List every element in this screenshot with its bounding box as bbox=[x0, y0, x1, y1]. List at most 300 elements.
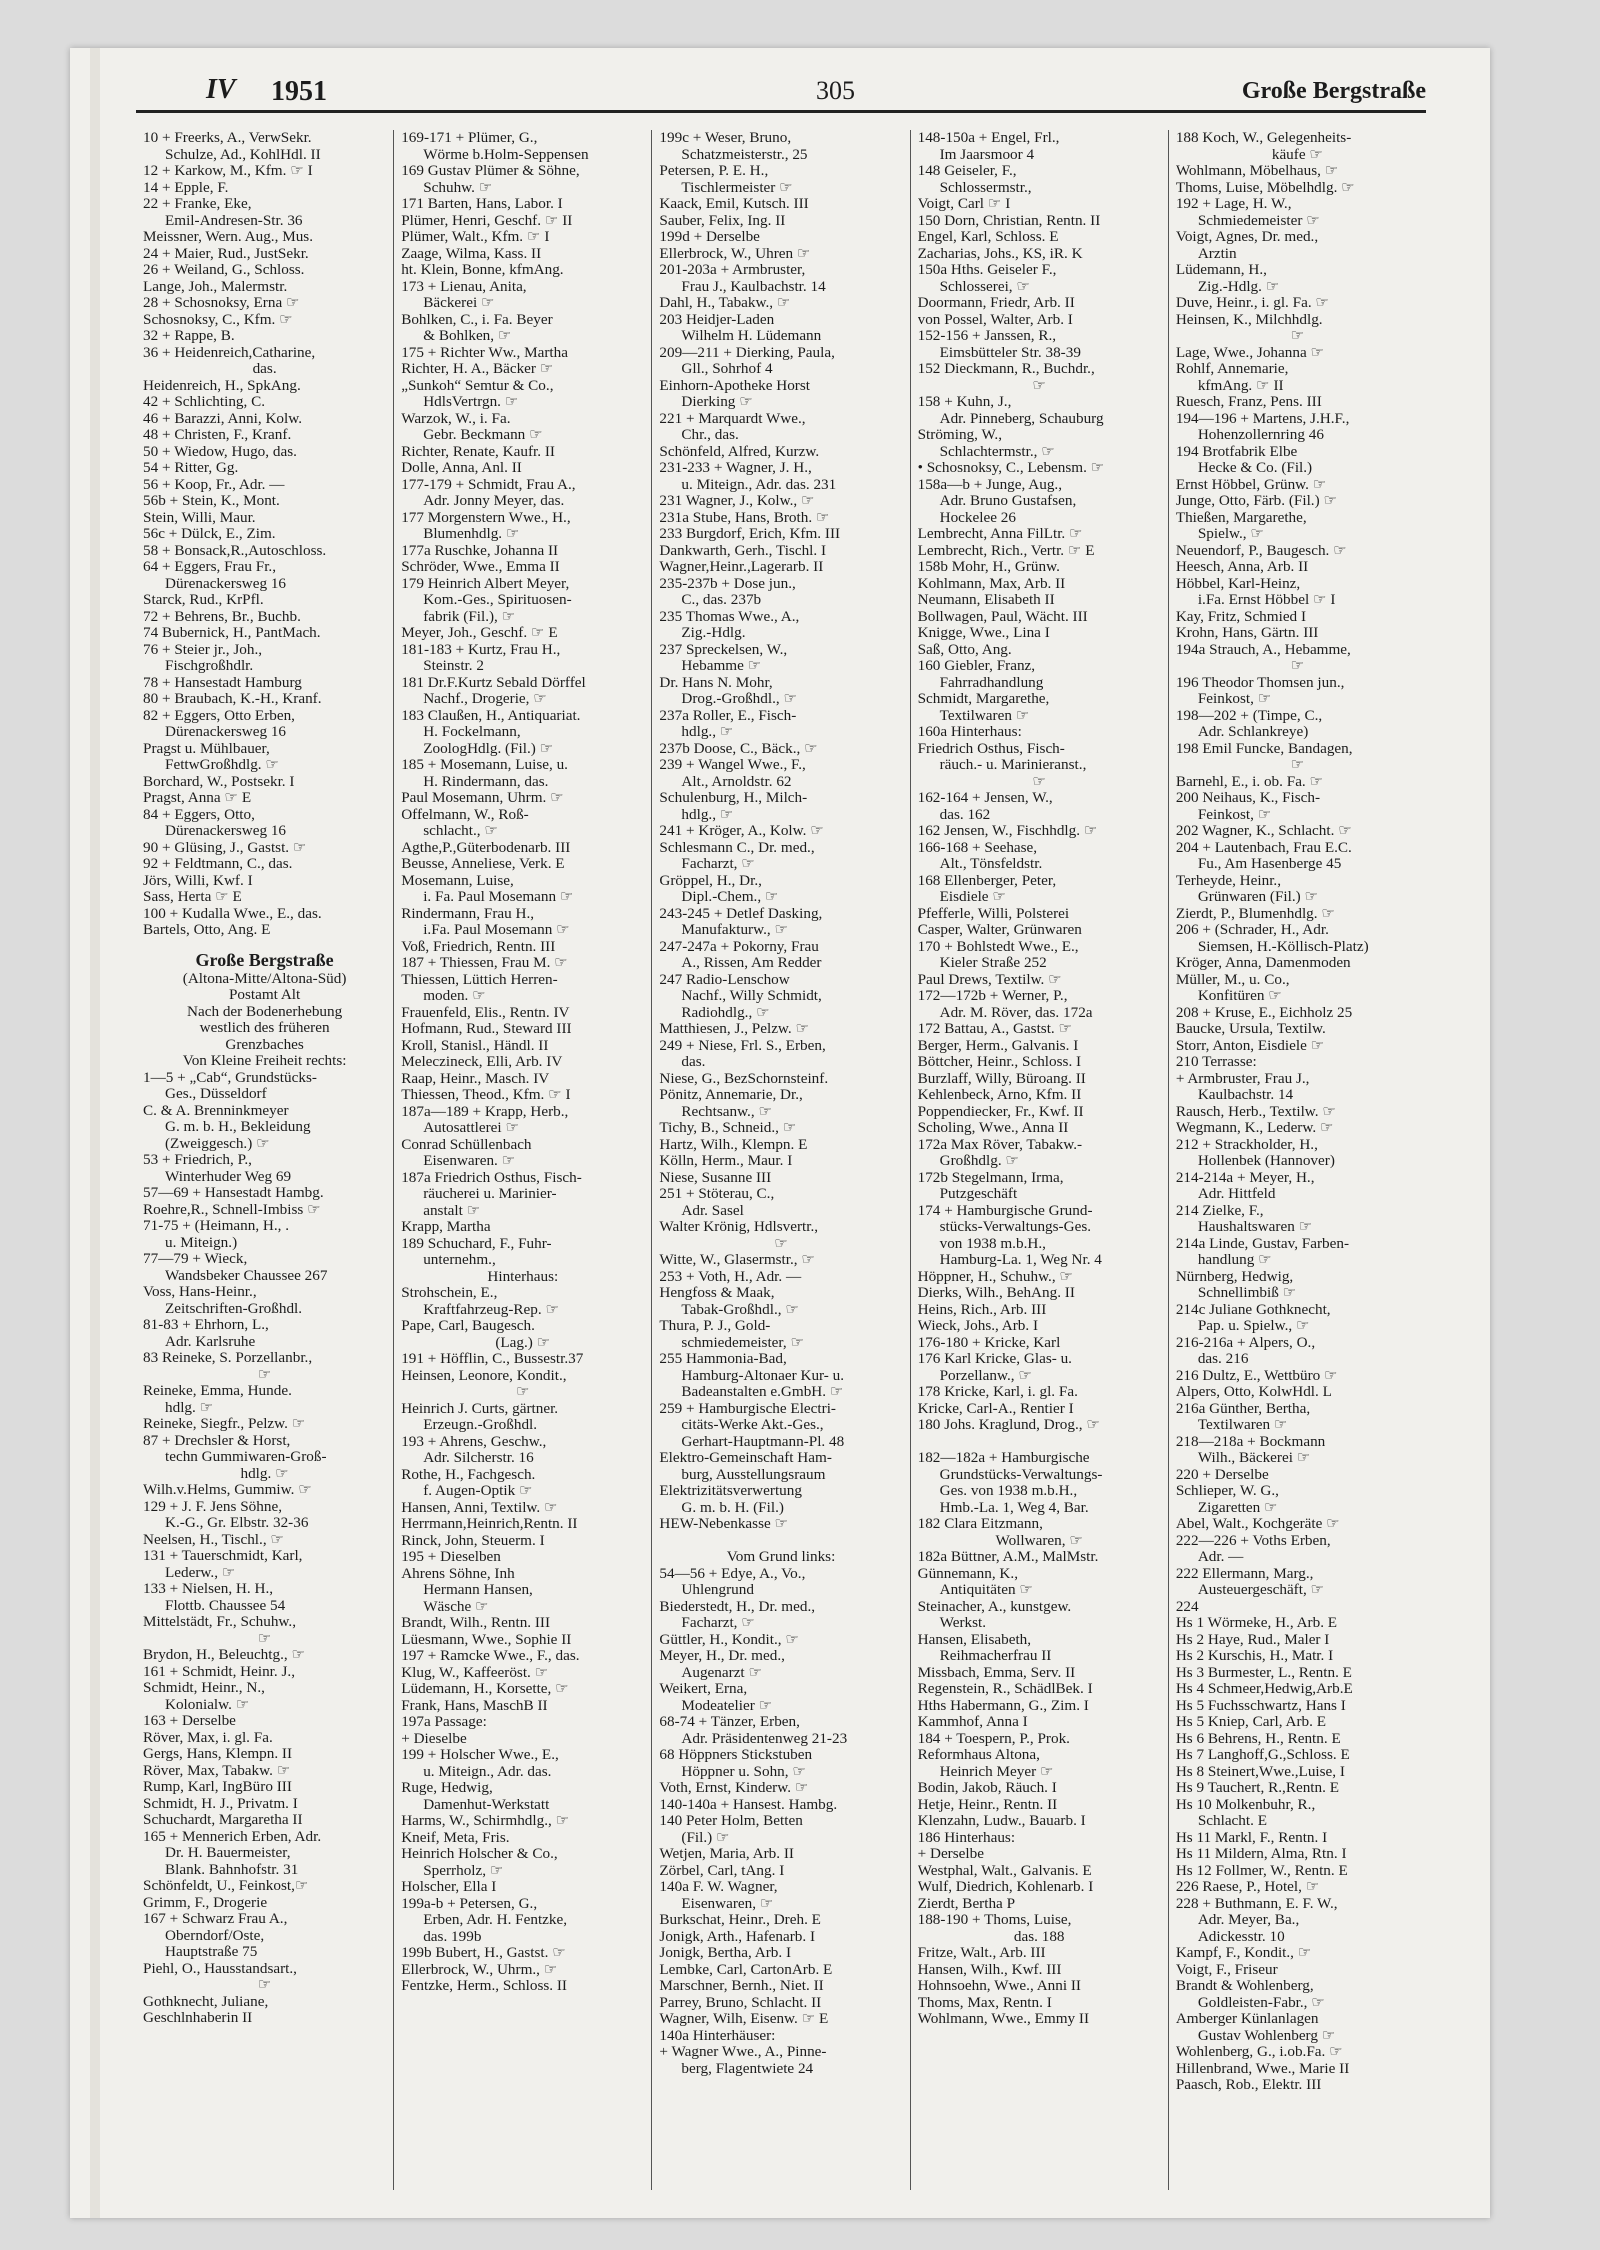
directory-entry: Hamburg-La. 1, Weg Nr. 4 bbox=[939, 1252, 1102, 1268]
directory-entry: Klenzahn, Ludw., Bauarb. I bbox=[917, 1813, 1086, 1829]
directory-entry: 140a F. W. Wagner, bbox=[659, 1879, 778, 1895]
directory-entry: Geschlnhaberin II bbox=[143, 2010, 253, 2026]
directory-entry: Biederstedt, H., Dr. med., bbox=[659, 1598, 816, 1615]
directory-entry: Von Kleine Freiheit rechts: bbox=[182, 1053, 347, 1069]
directory-entry: Schlieper, W. G., bbox=[1175, 1483, 1279, 1499]
directory-entry: Wieck, Johs., Arb. I bbox=[917, 1318, 1039, 1334]
directory-entry: Drog.-Großhdl., ☞ bbox=[681, 691, 798, 707]
directory-entry: 54—56 + Edye, A., Vo., bbox=[659, 1565, 806, 1582]
directory-entry: Schulenburg, H., Milch- bbox=[659, 790, 808, 806]
directory-entry: Pönitz, Annemarie, Dr., bbox=[659, 1087, 803, 1103]
directory-entry: Wohlmann, Möbelhaus, ☞ bbox=[1175, 163, 1339, 179]
directory-entry: 199 + Holscher Wwe., E., bbox=[401, 1747, 559, 1763]
directory-entry: ☞ bbox=[257, 1977, 272, 1993]
directory-entry: unternehm., bbox=[423, 1252, 496, 1268]
directory-entry: 176 Karl Kricke, Glas- u. bbox=[917, 1351, 1072, 1367]
directory-entry: ☞ bbox=[515, 1384, 530, 1400]
directory-entry: Hs 2 Haye, Rud., Maler I bbox=[1175, 1631, 1330, 1648]
directory-entry: 192 + Lage, H. W., bbox=[1175, 196, 1292, 212]
directory-entry: Voss, Hans-Heinr., bbox=[143, 1284, 257, 1300]
directory-entry: Hs 5 Fuchsschwartz, Hans I bbox=[1175, 1697, 1346, 1714]
directory-entry: Herrmann,Heinrich,Rentn. II bbox=[401, 1516, 578, 1532]
directory-entry: Bäckerei ☞ bbox=[423, 295, 495, 311]
directory-entry: Sauber, Felix, Ing. II bbox=[659, 212, 786, 229]
directory-entry: Großhdlg. ☞ bbox=[939, 1153, 1020, 1169]
directory-entry: Grimm, F., Drogerie bbox=[143, 1894, 268, 1911]
directory-entry: schlacht., ☞ bbox=[423, 823, 498, 839]
directory-entry: Matthiesen, J., Pelzw. ☞ bbox=[659, 1021, 810, 1037]
directory-entry: Zierdt, Bertha P bbox=[917, 1895, 1016, 1912]
directory-entry: Piehl, O., Hausstandsart., bbox=[143, 1960, 297, 1977]
directory-entry: Dierking ☞ bbox=[681, 394, 753, 410]
directory-entry: 87 + Drechsler & Horst, bbox=[143, 1432, 291, 1449]
directory-entry: Hs 11 Mildern, Alma, Rtn. I bbox=[1175, 1846, 1347, 1862]
column-1 bbox=[136, 130, 393, 2190]
directory-entry: ☞ bbox=[1290, 658, 1305, 674]
directory-entry: Blumenhdlg. ☞ bbox=[423, 526, 520, 542]
directory-entry: Schönfeldt, U., Feinkost,☞ bbox=[143, 1878, 309, 1894]
directory-entry: Terheyde, Heinr., bbox=[1175, 872, 1282, 889]
directory-entry: Höppner, H., Schuhw., ☞ bbox=[917, 1268, 1074, 1285]
directory-entry: Damenhut-Werkstatt bbox=[423, 1796, 550, 1813]
directory-entry: Wetjen, Maria, Arb. II bbox=[659, 1846, 794, 1862]
directory-entry: Frank, Hans, MaschB II bbox=[401, 1697, 548, 1714]
directory-entry: 140a Hinterhäuser: bbox=[659, 2027, 776, 2044]
directory-entry: Müller, M., u. Co., bbox=[1175, 971, 1290, 988]
directory-entry: Voth, Ernst, Kinderw. ☞ bbox=[659, 1780, 809, 1796]
directory-entry: 203 Heidjer-Laden bbox=[659, 311, 775, 328]
directory-entry: 216-216a + Alpers, O., bbox=[1175, 1334, 1316, 1351]
directory-entry: Walter Krönig, Hdlsvertr., bbox=[659, 1219, 819, 1235]
directory-entry: Holscher, Ella I bbox=[401, 1879, 497, 1895]
directory-entry: Heidenreich, H., SpkAng. bbox=[143, 377, 301, 394]
running-title: Große Bergstraße bbox=[1241, 78, 1426, 104]
directory-entry: 150 Dorn, Christian, Rentn. II bbox=[917, 212, 1101, 229]
directory-entry: 235-237b + Dose jun., bbox=[659, 575, 796, 592]
directory-entry: 222 Ellermann, Marg., bbox=[1175, 1565, 1314, 1582]
directory-entry: 189 Schuchard, F., Fuhr- bbox=[401, 1235, 552, 1252]
page-header bbox=[136, 70, 1426, 113]
column-3 bbox=[651, 130, 909, 2190]
directory-entry: Niese, Susanne III bbox=[659, 1169, 772, 1186]
directory-entry: Witte, W., Glasermstr., ☞ bbox=[659, 1252, 815, 1268]
directory-entry: 179 Heinrich Albert Meyer, bbox=[401, 575, 570, 592]
directory-entry: Röver, Max, i. gl. Fa. bbox=[143, 1729, 273, 1746]
directory-entry: Stein, Willi, Maur. bbox=[143, 509, 256, 526]
directory-entry: Thiessen, Theod., Kfm. ☞ I bbox=[401, 1087, 571, 1103]
roman-numeral-section: IV bbox=[206, 74, 236, 105]
directory-entry: 90 + Glüsing, J., Gastst. ☞ bbox=[143, 839, 307, 856]
directory-entry: 185 + Mosemann, Luise, u. bbox=[401, 757, 568, 773]
directory-entry: Eisdiele ☞ bbox=[939, 889, 1006, 905]
directory-entry: Schuchardt, Margaretha II bbox=[143, 1812, 303, 1828]
directory-entry: Postamt Alt bbox=[228, 987, 301, 1003]
directory-entry: Werkst. bbox=[939, 1615, 987, 1631]
directory-entry: (Fil.) ☞ bbox=[681, 1829, 730, 1846]
directory-entry: Richter, H. A., Bäcker ☞ bbox=[401, 361, 554, 377]
directory-entry: ☞ bbox=[774, 1235, 788, 1252]
directory-entry: Knigge, Wwe., Lina I bbox=[917, 625, 1050, 641]
directory-entry: Dr. Hans N. Mohr, bbox=[659, 674, 773, 691]
directory-entry: Offelmann, W., Roß- bbox=[401, 806, 529, 823]
directory-entry: 222—226 + Voths Erben, bbox=[1175, 1532, 1331, 1549]
column-5 bbox=[1168, 130, 1426, 2190]
directory-entry: Kieler Straße 252 bbox=[939, 955, 1047, 971]
directory-entry: Hauptstraße 75 bbox=[165, 1944, 258, 1960]
directory-entry: Beusse, Anneliese, Verk. E bbox=[401, 856, 565, 872]
directory-entry: Flottb. Chaussee 54 bbox=[165, 1597, 286, 1614]
directory-entry: Neelsen, H., Tischl., ☞ bbox=[143, 1531, 285, 1548]
directory-entry: Thiessen, Lüttich Herren- bbox=[401, 971, 558, 988]
directory-entry: räucherei u. Marinier- bbox=[423, 1186, 557, 1202]
directory-entry: 36 + Heidenreich,Catharine, bbox=[143, 344, 316, 361]
directory-entry: Reineke, Emma, Hunde. bbox=[143, 1383, 292, 1399]
directory-entry: 77—79 + Wieck, bbox=[143, 1251, 248, 1267]
directory-entry: 251 + Stöterau, C., bbox=[659, 1186, 775, 1202]
directory-entry: Fu., Am Hasenberge 45 bbox=[1197, 856, 1342, 872]
directory-entry: 165 + Mennerich Erben, Adr. bbox=[143, 1828, 322, 1845]
directory-entry: 198 Emil Funcke, Bandagen, bbox=[1175, 740, 1353, 757]
directory-entry: 50 + Wiedow, Hugo, das. bbox=[143, 443, 297, 460]
directory-entry: Kom.-Ges., Spirituosen- bbox=[423, 592, 572, 608]
directory-entry: Böttcher, Heinr., Schloss. I bbox=[917, 1054, 1082, 1070]
directory-entry: Storr, Anton, Eisdiele ☞ bbox=[1175, 1037, 1325, 1054]
directory-entry: Höbbel, Karl-Heinz, bbox=[1175, 575, 1301, 592]
directory-entry: A., Rissen, Am Redder bbox=[681, 955, 822, 971]
directory-entry: Marschner, Bernh., Niet. II bbox=[659, 1978, 824, 1994]
directory-entry: Blank. Bahnhofstr. 31 bbox=[165, 1861, 299, 1878]
directory-entry: 48 + Christen, F., Kranf. bbox=[143, 427, 292, 443]
directory-entry: 237a Roller, E., Fisch- bbox=[659, 707, 797, 724]
directory-entry: hdlg., ☞ bbox=[681, 806, 734, 823]
directory-entry: Junge, Otto, Färb. (Fil.) ☞ bbox=[1175, 493, 1338, 509]
column-2 bbox=[393, 130, 651, 2190]
directory-entry: 249 + Niese, Frl. S., Erben, bbox=[659, 1037, 826, 1054]
directory-entry: Pap. u. Spielw., ☞ bbox=[1197, 1318, 1310, 1334]
directory-entry: Hollenbek (Hannover) bbox=[1197, 1153, 1335, 1169]
directory-entry: 241 + Kröger, A., Kolw. ☞ bbox=[659, 823, 824, 839]
directory-entry: 182 Clara Eitzmann, bbox=[917, 1516, 1043, 1532]
directory-entry: 172a Max Röver, Tabakw.- bbox=[917, 1136, 1083, 1153]
directory-entry: Rinck, John, Steuerm. I bbox=[401, 1532, 545, 1549]
directory-entry: 209—211 + Dierking, Paula, bbox=[659, 344, 835, 361]
directory-entry: kfmAng. ☞ II bbox=[1197, 377, 1284, 394]
directory-entry: 83 Reineke, S. Porzellanbr., bbox=[143, 1350, 313, 1366]
directory-entry: Missbach, Emma, Serv. II bbox=[917, 1664, 1076, 1681]
directory-entry: 182—182a + Hamburgische bbox=[917, 1450, 1090, 1466]
directory-entry: Radiohdlg., ☞ bbox=[681, 1004, 770, 1021]
directory-entry: Wäsche ☞ bbox=[423, 1598, 489, 1615]
directory-entry: Spielw., ☞ bbox=[1197, 526, 1265, 542]
directory-entry: Gröppel, H., Dr., bbox=[659, 872, 762, 889]
directory-entry: ht. Klein, Bonne, kfmAng. bbox=[401, 262, 564, 278]
directory-entry: Bollwagen, Paul, Wächt. III bbox=[917, 608, 1088, 625]
directory-entry: Zörbel, Carl, tAng. I bbox=[659, 1862, 785, 1879]
directory-entry: Ernst Höbbel, Grünw. ☞ bbox=[1175, 476, 1327, 493]
directory-entry: G. m. b. H., Bekleidung bbox=[165, 1119, 311, 1135]
directory-entry: 181 Dr.F.Kurtz Sebald Dörffel bbox=[401, 674, 586, 691]
directory-entry: 172b Stegelmann, Irma, bbox=[917, 1169, 1064, 1186]
directory-entry: Dierks, Wilh., BehAng. II bbox=[917, 1285, 1075, 1301]
directory-entry: „Sunkoh“ Semtur & Co., bbox=[401, 377, 554, 394]
directory-entry: Borchard, W., Postsekr. I bbox=[143, 773, 295, 790]
directory-entry: Lange, Joh., Malermstr. bbox=[143, 278, 288, 295]
directory-entry: 214-214a + Meyer, H., bbox=[1175, 1169, 1315, 1186]
directory-entry: Brandt & Wohlenberg, bbox=[1175, 1978, 1314, 1994]
directory-entry: 199d + Derselbe bbox=[659, 229, 760, 245]
directory-entry: FettwGroßhdlg. ☞ bbox=[165, 757, 280, 773]
directory-entry: Wagner,Heinr.,Lagerarb. II bbox=[659, 559, 824, 575]
directory-entry: Baucke, Ursula, Textilw. bbox=[1175, 1021, 1326, 1037]
directory-entry: Textilwaren ☞ bbox=[939, 707, 1030, 724]
directory-entry: Adr. Schlankreye) bbox=[1197, 724, 1309, 740]
directory-entry: Einhorn-Apotheke Horst bbox=[659, 377, 810, 394]
directory-entry: Alpers, Otto, KolwHdl. L bbox=[1175, 1384, 1332, 1400]
directory-entry: Casper, Walter, Grünwaren bbox=[917, 922, 1082, 938]
directory-entry: Plümer, Henri, Geschf. ☞ II bbox=[401, 212, 573, 229]
directory-entry: Dürenackersweg 16 bbox=[165, 575, 287, 592]
directory-entry: (Zweiggesch.) ☞ bbox=[165, 1135, 270, 1152]
directory-entry: 231 Wagner, J., Kolw., ☞ bbox=[659, 493, 815, 509]
directory-entry: 12 + Karkow, M., Kfm. ☞ I bbox=[143, 163, 313, 179]
directory-entry: Wollwaren, ☞ bbox=[995, 1532, 1083, 1549]
directory-entry: 186 Hinterhaus: bbox=[917, 1829, 1016, 1846]
directory-entry: • Schosnoksy, C., Lebensm. ☞ bbox=[917, 460, 1105, 476]
directory-entry: burg, Ausstellungsraum bbox=[681, 1466, 826, 1483]
directory-entry: stücks-Verwaltungs-Ges. bbox=[939, 1219, 1092, 1235]
directory-entry: H. Fockelmann, bbox=[423, 724, 521, 740]
directory-entry: Voß, Friedrich, Rentn. III bbox=[401, 938, 556, 955]
directory-entry: Grünwaren (Fil.) ☞ bbox=[1197, 889, 1319, 905]
directory-entry: Schatzmeisterstr., 25 bbox=[681, 146, 808, 163]
directory-entry: Kaulbachstr. 14 bbox=[1197, 1087, 1294, 1103]
directory-entry: Gustav Wohlenberg ☞ bbox=[1197, 2027, 1336, 2044]
directory-entry: Grundstücks-Verwaltungs- bbox=[939, 1466, 1103, 1483]
directory-entry: Bartels, Otto, Ang. E bbox=[143, 922, 271, 938]
directory-entry: Haushaltswaren ☞ bbox=[1197, 1219, 1313, 1235]
directory-entry: 56b + Stein, K., Mont. bbox=[143, 493, 280, 509]
directory-entry: Paasch, Rob., Elektr. III bbox=[1175, 2077, 1322, 2093]
directory-entry: 100 + Kudalla Wwe., E., das. bbox=[143, 905, 322, 922]
directory-entry bbox=[659, 1533, 902, 1550]
directory-entry: 28 + Schosnoksy, Erna ☞ bbox=[143, 295, 300, 311]
directory-entry: Rump, Karl, IngBüro III bbox=[143, 1779, 292, 1795]
directory-entry bbox=[918, 1434, 1161, 1451]
directory-entry: Adr. M. Röver, das. 172a bbox=[939, 1004, 1093, 1021]
directory-entry: + Wagner Wwe., A., Pinne- bbox=[659, 2044, 827, 2060]
directory-entry: Schlosserei, ☞ bbox=[939, 278, 1030, 295]
directory-entry: Schmidt, Heinr., N., bbox=[143, 1680, 265, 1696]
directory-entry: Warzok, W., i. Fa. bbox=[401, 410, 511, 427]
directory-entry: Zeitschriften-Großhdl. bbox=[165, 1300, 303, 1317]
directory-entry: Facharzt, ☞ bbox=[681, 856, 755, 872]
directory-entry: 68-74 + Tänzer, Erben, bbox=[659, 1714, 800, 1730]
directory-entry: 173 + Lienau, Anita, bbox=[401, 278, 527, 295]
directory-entry: Agthe,P.,Güterbodenarb. III bbox=[401, 839, 571, 856]
directory-entry: Wagner, Wilh, Eisenw. ☞ E bbox=[659, 2011, 829, 2027]
directory-entry: schmiedemeister, ☞ bbox=[681, 1334, 805, 1351]
directory-entry: Elektro-Gemeinschaft Ham- bbox=[659, 1450, 832, 1466]
directory-entry: Kroll, Stanisl., Händl. II bbox=[401, 1037, 549, 1054]
directory-entry: anstalt ☞ bbox=[423, 1202, 481, 1219]
directory-entry: Weikert, Erna, bbox=[659, 1681, 748, 1697]
directory-entry: Hs 3 Burmester, L., Rentn. E bbox=[1175, 1664, 1352, 1681]
directory-entry: ☞ bbox=[257, 1366, 272, 1383]
directory-entry: Feinkost, ☞ bbox=[1197, 691, 1272, 707]
directory-entry: Roehre,R., Schnell-Imbiss ☞ bbox=[143, 1201, 321, 1218]
directory-entry: Tabak-Großhdl., ☞ bbox=[681, 1301, 799, 1318]
directory-entry: Gerhart-Hauptmann-Pl. 48 bbox=[681, 1433, 845, 1450]
directory-entry: Wilh., Bäckerei ☞ bbox=[1197, 1450, 1311, 1466]
directory-entry: 197a Passage: bbox=[401, 1714, 487, 1730]
directory-entry: Steinacher, A., kunstgew. bbox=[917, 1598, 1072, 1615]
directory-entry: Thießen, Margarethe, bbox=[1175, 509, 1307, 526]
directory-entry: Duve, Heinr., i. gl. Fa. ☞ bbox=[1175, 295, 1330, 311]
directory-entry: ☞ bbox=[1290, 328, 1305, 344]
directory-entry: Doormann, Friedr, Arb. II bbox=[917, 295, 1075, 311]
directory-entry: das. 199b bbox=[423, 1928, 482, 1945]
directory-entry: Chr., das. bbox=[681, 427, 739, 443]
directory-entry: Fischgroßhdlr. bbox=[165, 658, 254, 674]
directory-entry: Dürenackersweg 16 bbox=[165, 823, 287, 839]
directory-entry: 162 Jensen, W., Fischhdlg. ☞ bbox=[917, 823, 1098, 839]
directory-entry: Rechtsanw., ☞ bbox=[681, 1103, 773, 1120]
directory-entry: 56c + Dülck, E., Zim. bbox=[143, 526, 276, 542]
directory-entry: Krapp, Martha bbox=[401, 1219, 491, 1235]
directory-entry: ☞ bbox=[1032, 773, 1047, 790]
directory-entry: Sass, Herta ☞ E bbox=[143, 889, 242, 905]
directory-entry: 199c + Weser, Bruno, bbox=[659, 130, 792, 146]
column-4 bbox=[910, 130, 1168, 2190]
directory-entry: Harms, W., Schirmhdlg., ☞ bbox=[401, 1813, 570, 1829]
directory-entry: Adr. Karlsruhe bbox=[165, 1333, 256, 1350]
directory-entry: das. 188 bbox=[1013, 1928, 1065, 1945]
directory-entry: Pragst u. Mühlbauer, bbox=[143, 740, 270, 757]
directory-entry: 174 + Hamburgische Grund- bbox=[917, 1202, 1093, 1219]
directory-entry: 226 Raese, P., Hotel, ☞ bbox=[1175, 1879, 1320, 1895]
directory-entry: Barnehl, E., i. ob. Fa. ☞ bbox=[1175, 773, 1324, 790]
directory-entry: Grenzbaches bbox=[225, 1036, 304, 1053]
directory-entry: 84 + Eggers, Otto, bbox=[143, 806, 255, 823]
directory-entry: + Derselbe bbox=[917, 1846, 984, 1862]
directory-entry: f. Augen-Optik ☞ bbox=[423, 1483, 533, 1499]
directory-entry: Adr. Jonny Meyer, das. bbox=[423, 493, 565, 509]
directory-entry: 160a Hinterhaus: bbox=[917, 724, 1022, 740]
directory-entry: Mosemann, Luise, bbox=[401, 872, 514, 889]
directory-entry: Voigt, Agnes, Dr. med., bbox=[1175, 229, 1319, 245]
directory-entry: techn Gummiwaren-Groß- bbox=[165, 1449, 327, 1465]
directory-entry: das. bbox=[681, 1054, 706, 1070]
directory-entry: 184 + Toespern, P., Prok. bbox=[917, 1730, 1070, 1747]
directory-entry: H. Rindermann, das. bbox=[423, 773, 549, 790]
directory-entry: 24 + Maier, Rud., JustSekr. bbox=[143, 245, 309, 262]
directory-entry: 237 Spreckelsen, W., bbox=[659, 641, 788, 658]
directory-entry: Saß, Otto, Ang. bbox=[917, 641, 1012, 658]
directory-entry: Hebamme ☞ bbox=[681, 658, 762, 674]
directory-entry: 187 + Thiessen, Frau M. ☞ bbox=[401, 955, 568, 971]
directory-entry: 169 Gustav Plümer & Söhne, bbox=[401, 163, 580, 179]
directory-entry: Engel, Karl, Schloss. E bbox=[917, 229, 1059, 245]
directory-entry: Schlesmann C., Dr. med., bbox=[659, 839, 815, 856]
directory-entry: Alt., Tönsfeldstr. bbox=[939, 856, 1043, 872]
directory-entry: Günnemann, K., bbox=[917, 1565, 1018, 1582]
directory-entry: Kraftfahrzeug-Rep. ☞ bbox=[423, 1301, 560, 1318]
directory-entry: hdlg. ☞ bbox=[240, 1465, 289, 1482]
directory-entry: ☞ bbox=[1290, 757, 1305, 773]
directory-entry: 214a Linde, Gustav, Farben- bbox=[1175, 1235, 1350, 1252]
directory-entry: 216a Günther, Bertha, bbox=[1175, 1400, 1311, 1417]
directory-entry: Paul Mosemann, Uhrm. ☞ bbox=[401, 790, 564, 806]
directory-entry: 206 + (Schrader, H., Adr. bbox=[1175, 922, 1329, 938]
year-label: 1951 bbox=[271, 76, 327, 107]
directory-entry: Autosattlerei ☞ bbox=[423, 1120, 520, 1136]
directory-entry: Schmiedemeister ☞ bbox=[1197, 212, 1320, 229]
directory-entry: 197 + Ramcke Wwe., F., das. bbox=[401, 1648, 580, 1664]
directory-entry: Hs 7 Langhoff,G.,Schloss. E bbox=[1175, 1747, 1350, 1763]
directory-entry: Hs 4 Schmeer,Hedwig,Arb.E bbox=[1175, 1681, 1353, 1697]
directory-entry: 22 + Franke, Eke, bbox=[143, 196, 252, 212]
directory-entry: Zigaretten ☞ bbox=[1197, 1499, 1278, 1516]
directory-entry: 228 + Buthmann, E. F. W., bbox=[1175, 1895, 1338, 1912]
directory-entry: Schmidt, H. J., Privatm. I bbox=[143, 1795, 298, 1812]
directory-entry: 10 + Freerks, A., VerwSekr. bbox=[143, 130, 312, 146]
directory-entry: Rohlf, Annemarie, bbox=[1175, 361, 1289, 377]
directory-entry: i.Fa. Ernst Höbbel ☞ I bbox=[1197, 592, 1336, 608]
directory-entry: Hansen, Anni, Textilw. ☞ bbox=[401, 1499, 558, 1516]
directory-entry: Antiquitäten ☞ bbox=[939, 1582, 1033, 1598]
directory-entry: Hartz, Wilh., Klempn. E bbox=[659, 1136, 808, 1153]
directory-entry: 68 Höppners Stickstuben bbox=[659, 1747, 813, 1763]
directory-entry: 72 + Behrens, Br., Buchb. bbox=[143, 608, 301, 625]
directory-entry: Lederw., ☞ bbox=[165, 1564, 236, 1581]
directory-entry: 76 + Steier jr., Joh., bbox=[143, 641, 263, 658]
directory-entry: 204 + Lautenbach, Frau E.C. bbox=[1175, 839, 1352, 856]
directory-entry: Hofmann, Rud., Steward III bbox=[401, 1021, 572, 1037]
directory-entry: Thoms, Max, Rentn. I bbox=[917, 1994, 1052, 2011]
directory-entry: hdlg. ☞ bbox=[165, 1399, 214, 1416]
directory-entry: 187a Friedrich Osthus, Fisch- bbox=[401, 1169, 582, 1186]
directory-entry: Adr. Silcherstr. 16 bbox=[423, 1450, 534, 1466]
directory-entry: Brandt, Wilh., Rentn. III bbox=[401, 1615, 551, 1631]
directory-entry: von Possel, Walter, Arb. I bbox=[917, 311, 1073, 328]
directory-entry: Facharzt, ☞ bbox=[681, 1615, 755, 1631]
directory-entry: Gll., Sohrhof 4 bbox=[681, 361, 773, 377]
directory-entry: Rindermann, Frau H., bbox=[401, 905, 535, 922]
directory-entry: 218—218a + Bockmann bbox=[1175, 1433, 1326, 1450]
directory-entry: 14 + Epple, F. bbox=[143, 179, 229, 196]
directory-entry: Bodin, Jakob, Räuch. I bbox=[917, 1780, 1057, 1796]
directory-entry: 237b Doose, C., Bäck., ☞ bbox=[659, 740, 818, 757]
directory-entry: Meyer, H., Dr. med., bbox=[659, 1648, 785, 1664]
directory-entry: Sperrholz, ☞ bbox=[423, 1862, 504, 1879]
directory-entry: 188-190 + Thoms, Luise, bbox=[917, 1912, 1072, 1928]
directory-entry: Dr. H. Bauermeister, bbox=[165, 1845, 291, 1861]
directory-entry: u. Miteign., Adr. das. bbox=[423, 1763, 552, 1780]
directory-entry: Lüesmann, Wwe., Sophie II bbox=[401, 1631, 572, 1648]
directory-entry: Zacharias, Johs., KS, iR. K bbox=[917, 245, 1083, 262]
directory-entry: 178 Kricke, Karl, i. gl. Fa. bbox=[917, 1384, 1078, 1400]
directory-entry: Schuhw. ☞ bbox=[423, 179, 493, 196]
directory-entry: Schlossermstr., bbox=[939, 179, 1032, 196]
directory-entry: & Bohlken, ☞ bbox=[423, 328, 512, 344]
directory-entry: 247-247a + Pokorny, Frau bbox=[659, 938, 819, 955]
directory-entry: Schönfeld, Alfred, Kurzw. bbox=[659, 443, 820, 460]
directory-entry: Gothknecht, Juliane, bbox=[143, 1993, 269, 2010]
directory-entry: 221 + Marquardt Wwe., bbox=[659, 410, 806, 427]
directory-entry: 172 Battau, A., Gastst. ☞ bbox=[917, 1021, 1073, 1037]
directory-entry: Jonigk, Bertha, Arb. I bbox=[659, 1945, 792, 1961]
directory-entry: 32 + Rappe, B. bbox=[143, 328, 235, 344]
